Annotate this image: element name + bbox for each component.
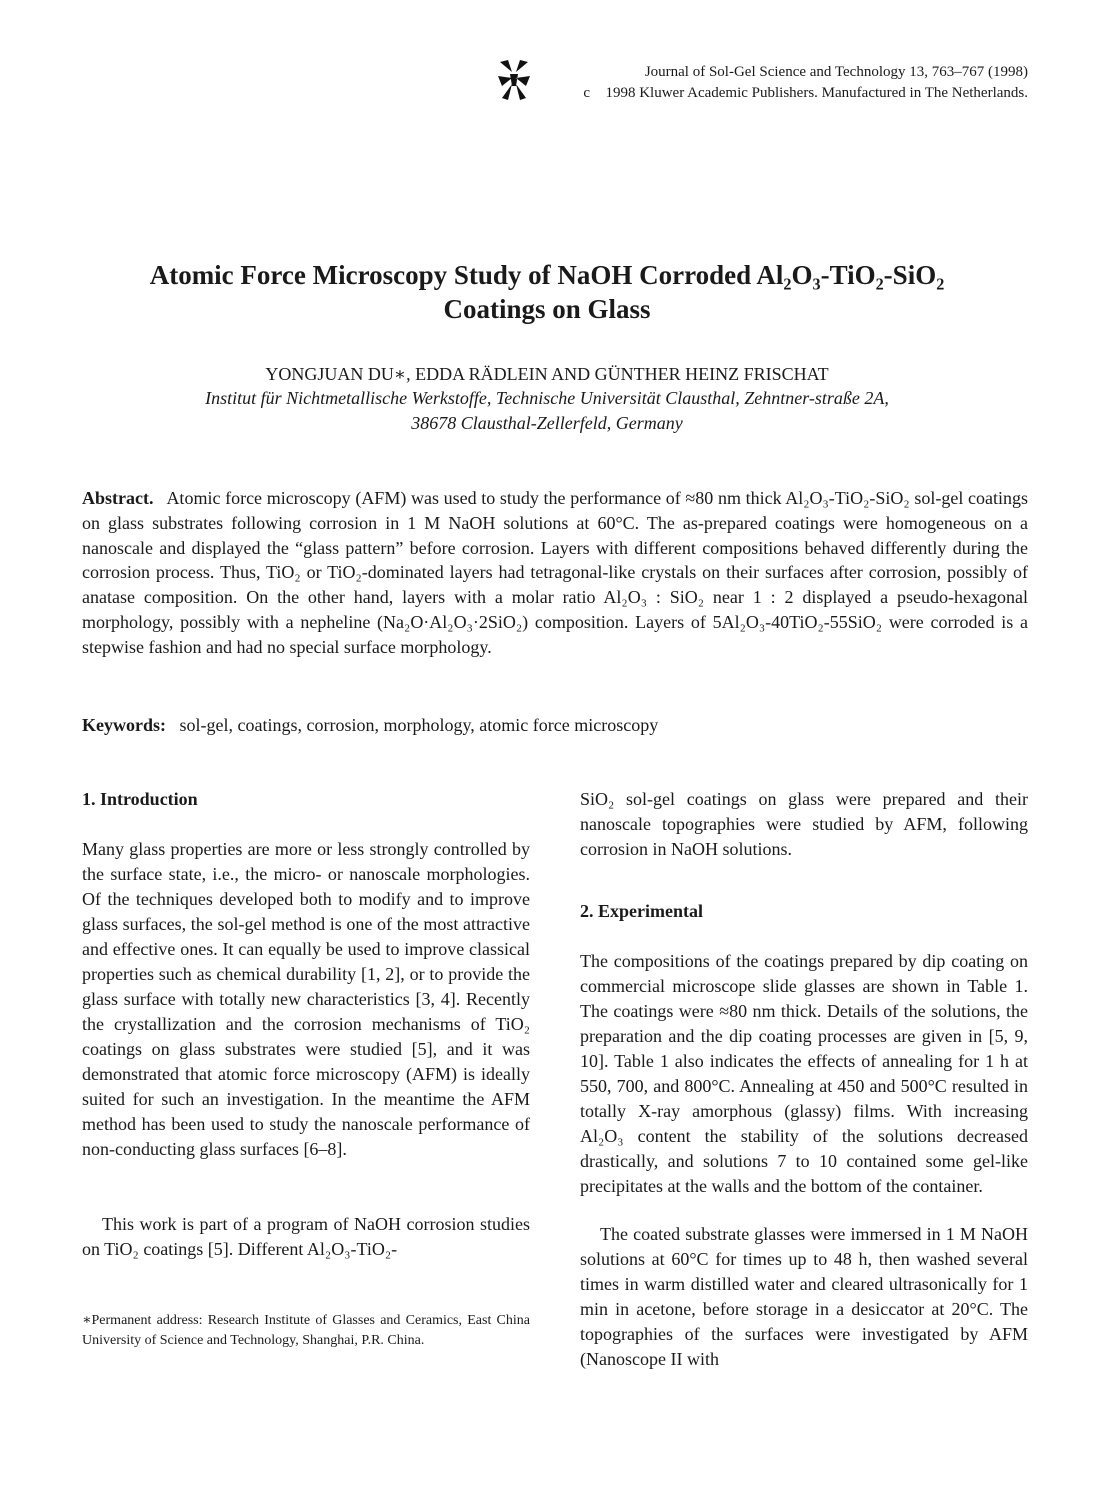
keywords-text: sol-gel, coatings, corrosion, morphology, atomic force microscopy <box>179 715 659 735</box>
intro-paragraph-2: This work is part of a program of NaOH corrosion studies on TiO₂ coatings [5]. Different Al₂O₃-TiO₂- <box>82 1214 530 1259</box>
copyright-line: c⃝ 1998 Kluwer Academic Publishers. Manufactured in The Netherlands. <box>583 85 1028 101</box>
footnote: ∗Permanent address: Research Institute of Glasses and Ceramics, East China University of Science and Technology, Shanghai, P.R. China. <box>82 1313 530 1348</box>
paper-title <box>60 258 1034 326</box>
affiliation <box>60 386 1034 436</box>
section-heading-introduction: 1. Introduction <box>82 789 198 809</box>
abstract-label: Abstract. <box>82 488 154 508</box>
keywords-label: Keywords: <box>82 715 166 735</box>
affiliation-line-1: Institut für Nichtmetallische Werkstoffe, Technische Universität Clausthal, Zehntner-straße 2A, <box>205 388 889 408</box>
abstract <box>82 486 1028 660</box>
journal-header <box>520 62 1028 104</box>
intro-paragraph-continued: SiO₂ sol-gel coatings on glass were prepared and their nanoscale topographies were studied by AFM, following corrosion in NaOH solutions. <box>580 789 1028 859</box>
affiliation-line-2: 38678 Clausthal-Zellerfeld, Germany <box>411 413 683 433</box>
title-line-1: Atomic Force Microscopy Study of NaOH Corroded Al₂O₃-TiO₂-SiO₂ <box>149 260 945 290</box>
title-line-2: Coatings on Glass <box>443 294 651 324</box>
experimental-paragraph-2: The coated substrate glasses were immersed in 1 M NaOH solutions at 60°C for times up to 48 h, then washed several times in warm distilled water and cleared ultrasonically for 1 min in acetone, before storage in a desiccator at 20°C. The topographies of the surfaces were investigated by AFM (Nanoscope II with <box>580 1224 1028 1369</box>
intro-paragraph-1: Many glass properties are more or less strongly controlled by the surface state, i.e., the micro- or nanoscale morphologies. Of the techniques developed both to modify and to improve glass surfaces, the sol-gel method is one of the most attractive and effective ones. It can equally be used to improve classical properties such as chemical durability [1, 2], or to provide the glass surface with totally new characteristics [3, 4]. Recently the crystallization and the corrosion mechanisms of TiO₂ coatings on glass substrates were studied [5], and it was demonstrated that atomic force microscopy (AFM) is ideally suited for such an investigation. In the meantime the AFM method has been used to study the nanoscale performance of non-conducting glass surfaces [6–8]. <box>82 839 530 1159</box>
section-heading-experimental: 2. Experimental <box>580 901 703 921</box>
keywords <box>82 713 1028 737</box>
abstract-text: Atomic force microscopy (AFM) was used to study the performance of ≈80 nm thick Al₂O₃-TiO₂-SiO₂ sol-gel coatings on glass substrates following corrosion in 1 M NaOH solutions at 60°C. The as-prepared coatings were homogeneous on a nanoscale and displayed the “glass pattern” before corrosion. Layers with different compositions behaved differently during the corrosion process. Thus, TiO₂ or TiO₂-dominated layers had tetragonal-like crystals on their surfaces after corrosion, possibly of anatase composition. On the other hand, layers with a molar ratio Al₂O₃ : SiO₂ near 1 : 2 displayed a pseudo-hexagonal morphology, possibly with a nepheline (Na₂O·Al₂O₃·2SiO₂) composition. Layers of 5Al₂O₃-40TiO₂-55SiO₂ were corroded is a stepwise fashion and had no special surface morphology. <box>82 488 1028 657</box>
experimental-paragraph-1: The compositions of the coatings prepared by dip coating on commercial microscope slide glasses are shown in Table 1. The coatings were ≈80 nm thick. Details of the solutions, the preparation and the dip coating processes are given in [5, 9, 10]. Table 1 also indicates the effects of annealing for 1 h at 550, 700, and 800°C. Annealing at 450 and 500°C resulted in totally X-ray amorphous (glassy) films. With increasing Al₂O₃ content the stability of the solutions decreased drastically, and solutions 7 to 10 contained some gel-like precipitates at the walls and the bottom of the container. <box>580 951 1028 1196</box>
journal-citation: Journal of Sol-Gel Science and Technology 13, 763–767 (1998) <box>644 64 1028 80</box>
authors: YONGJUAN DU∗, EDDA RÄDLEIN AND GÜNTHER HEINZ FRISCHAT <box>265 364 829 384</box>
